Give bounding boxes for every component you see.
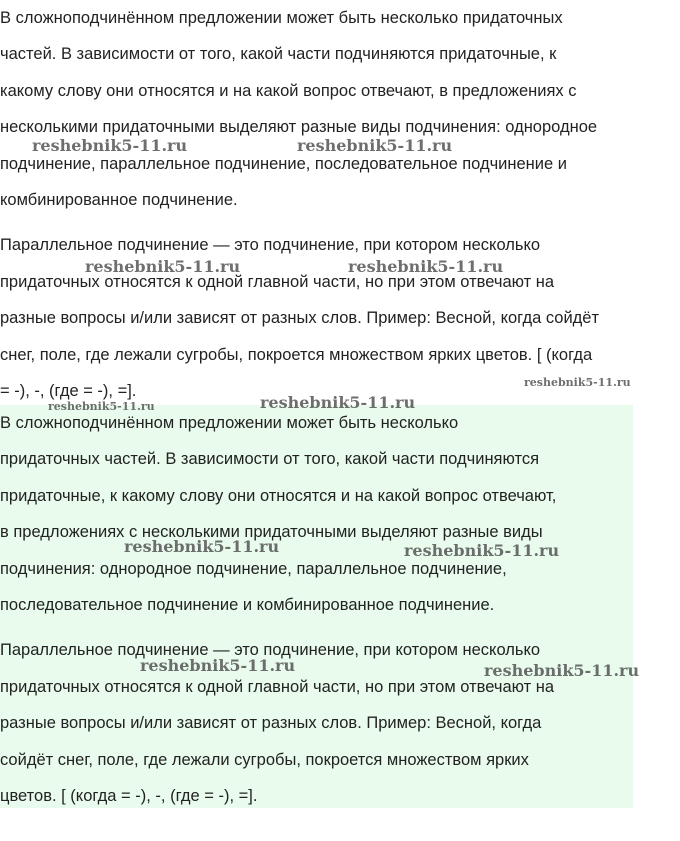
text-line: частей. В зависимости от того, какой части подчиняются придаточные, к bbox=[0, 45, 557, 64]
text-line: подчинения: однородное подчинение, параллельное подчинение, bbox=[0, 559, 507, 578]
watermark: reshebnik5-11.ru bbox=[484, 661, 640, 680]
text-line: разные вопросы и/или зависят от разных слов. Пример: Весной, когда сойдёт bbox=[0, 309, 600, 328]
top-text-block bbox=[0, 0, 680, 409]
text-line: сойдёт снег, поле, где лежали сугробы, покроется множеством ярких bbox=[0, 750, 529, 769]
text-line: несколькими придаточными выделяют разные виды подчинения: однородное bbox=[0, 118, 598, 137]
text-line: цветов. [ (когда = -), -, (где = -), =]. bbox=[0, 787, 258, 806]
text-line: Параллельное подчинение — это подчинение, при котором несколько bbox=[0, 236, 541, 255]
text-line: в предложениях с несколькими придаточными выделяют разные виды bbox=[0, 523, 543, 542]
text-line: придаточных относятся к одной главной части, но при этом отвечают на bbox=[0, 677, 555, 696]
text-line: придаточные, к какому слову они относятся и на какой вопрос отвечают, bbox=[0, 486, 557, 505]
watermark: reshebnik5-11.ru bbox=[404, 541, 560, 560]
text-line: какому слову они относятся и на какой вопрос отвечают, в предложениях с bbox=[0, 81, 577, 100]
text-line: = -), -, (где = -), =]. bbox=[0, 382, 137, 401]
text-line: разные вопросы и/или зависят от разных слов. Пример: Весной, когда bbox=[0, 714, 542, 733]
text-line: В сложноподчинённом предложении может быть несколько придаточных bbox=[0, 9, 563, 27]
text-line: Параллельное подчинение — это подчинение, при котором несколько bbox=[0, 641, 541, 660]
text-line: В сложноподчинённом предложении может быть несколько bbox=[0, 414, 459, 432]
watermark: reshebnik5-11.ru bbox=[140, 656, 296, 675]
watermark: reshebnik5-11.ru bbox=[260, 393, 416, 412]
green-paragraph-1 bbox=[0, 405, 556, 623]
watermark: reshebnik5-11.ru bbox=[348, 257, 504, 276]
text-line: подчинение, параллельное подчинение, последовательное подчинение и bbox=[0, 154, 567, 173]
top-paragraph-1 bbox=[0, 0, 680, 218]
watermark: reshebnik5-11.ru bbox=[524, 376, 631, 389]
watermark: reshebnik5-11.ru bbox=[32, 136, 188, 155]
text-line: последовательное подчинение и комбинированное подчинение. bbox=[0, 596, 495, 615]
text-line: придаточных частей. В зависимости от того, какой части подчиняются bbox=[0, 450, 540, 469]
text-line: комбинированное подчинение. bbox=[0, 191, 238, 210]
watermark: reshebnik5-11.ru bbox=[85, 257, 241, 276]
watermark: reshebnik5-11.ru bbox=[124, 537, 280, 556]
text-line: снег, поле, где лежали сугробы, покроется множеством ярких цветов. [ (когда bbox=[0, 345, 593, 364]
watermark: reshebnik5-11.ru bbox=[48, 400, 155, 413]
watermark: reshebnik5-11.ru bbox=[297, 136, 453, 155]
text-line: придаточных относятся к одной главной части, но при этом отвечают на bbox=[0, 272, 555, 291]
highlighted-text-block bbox=[0, 405, 633, 808]
